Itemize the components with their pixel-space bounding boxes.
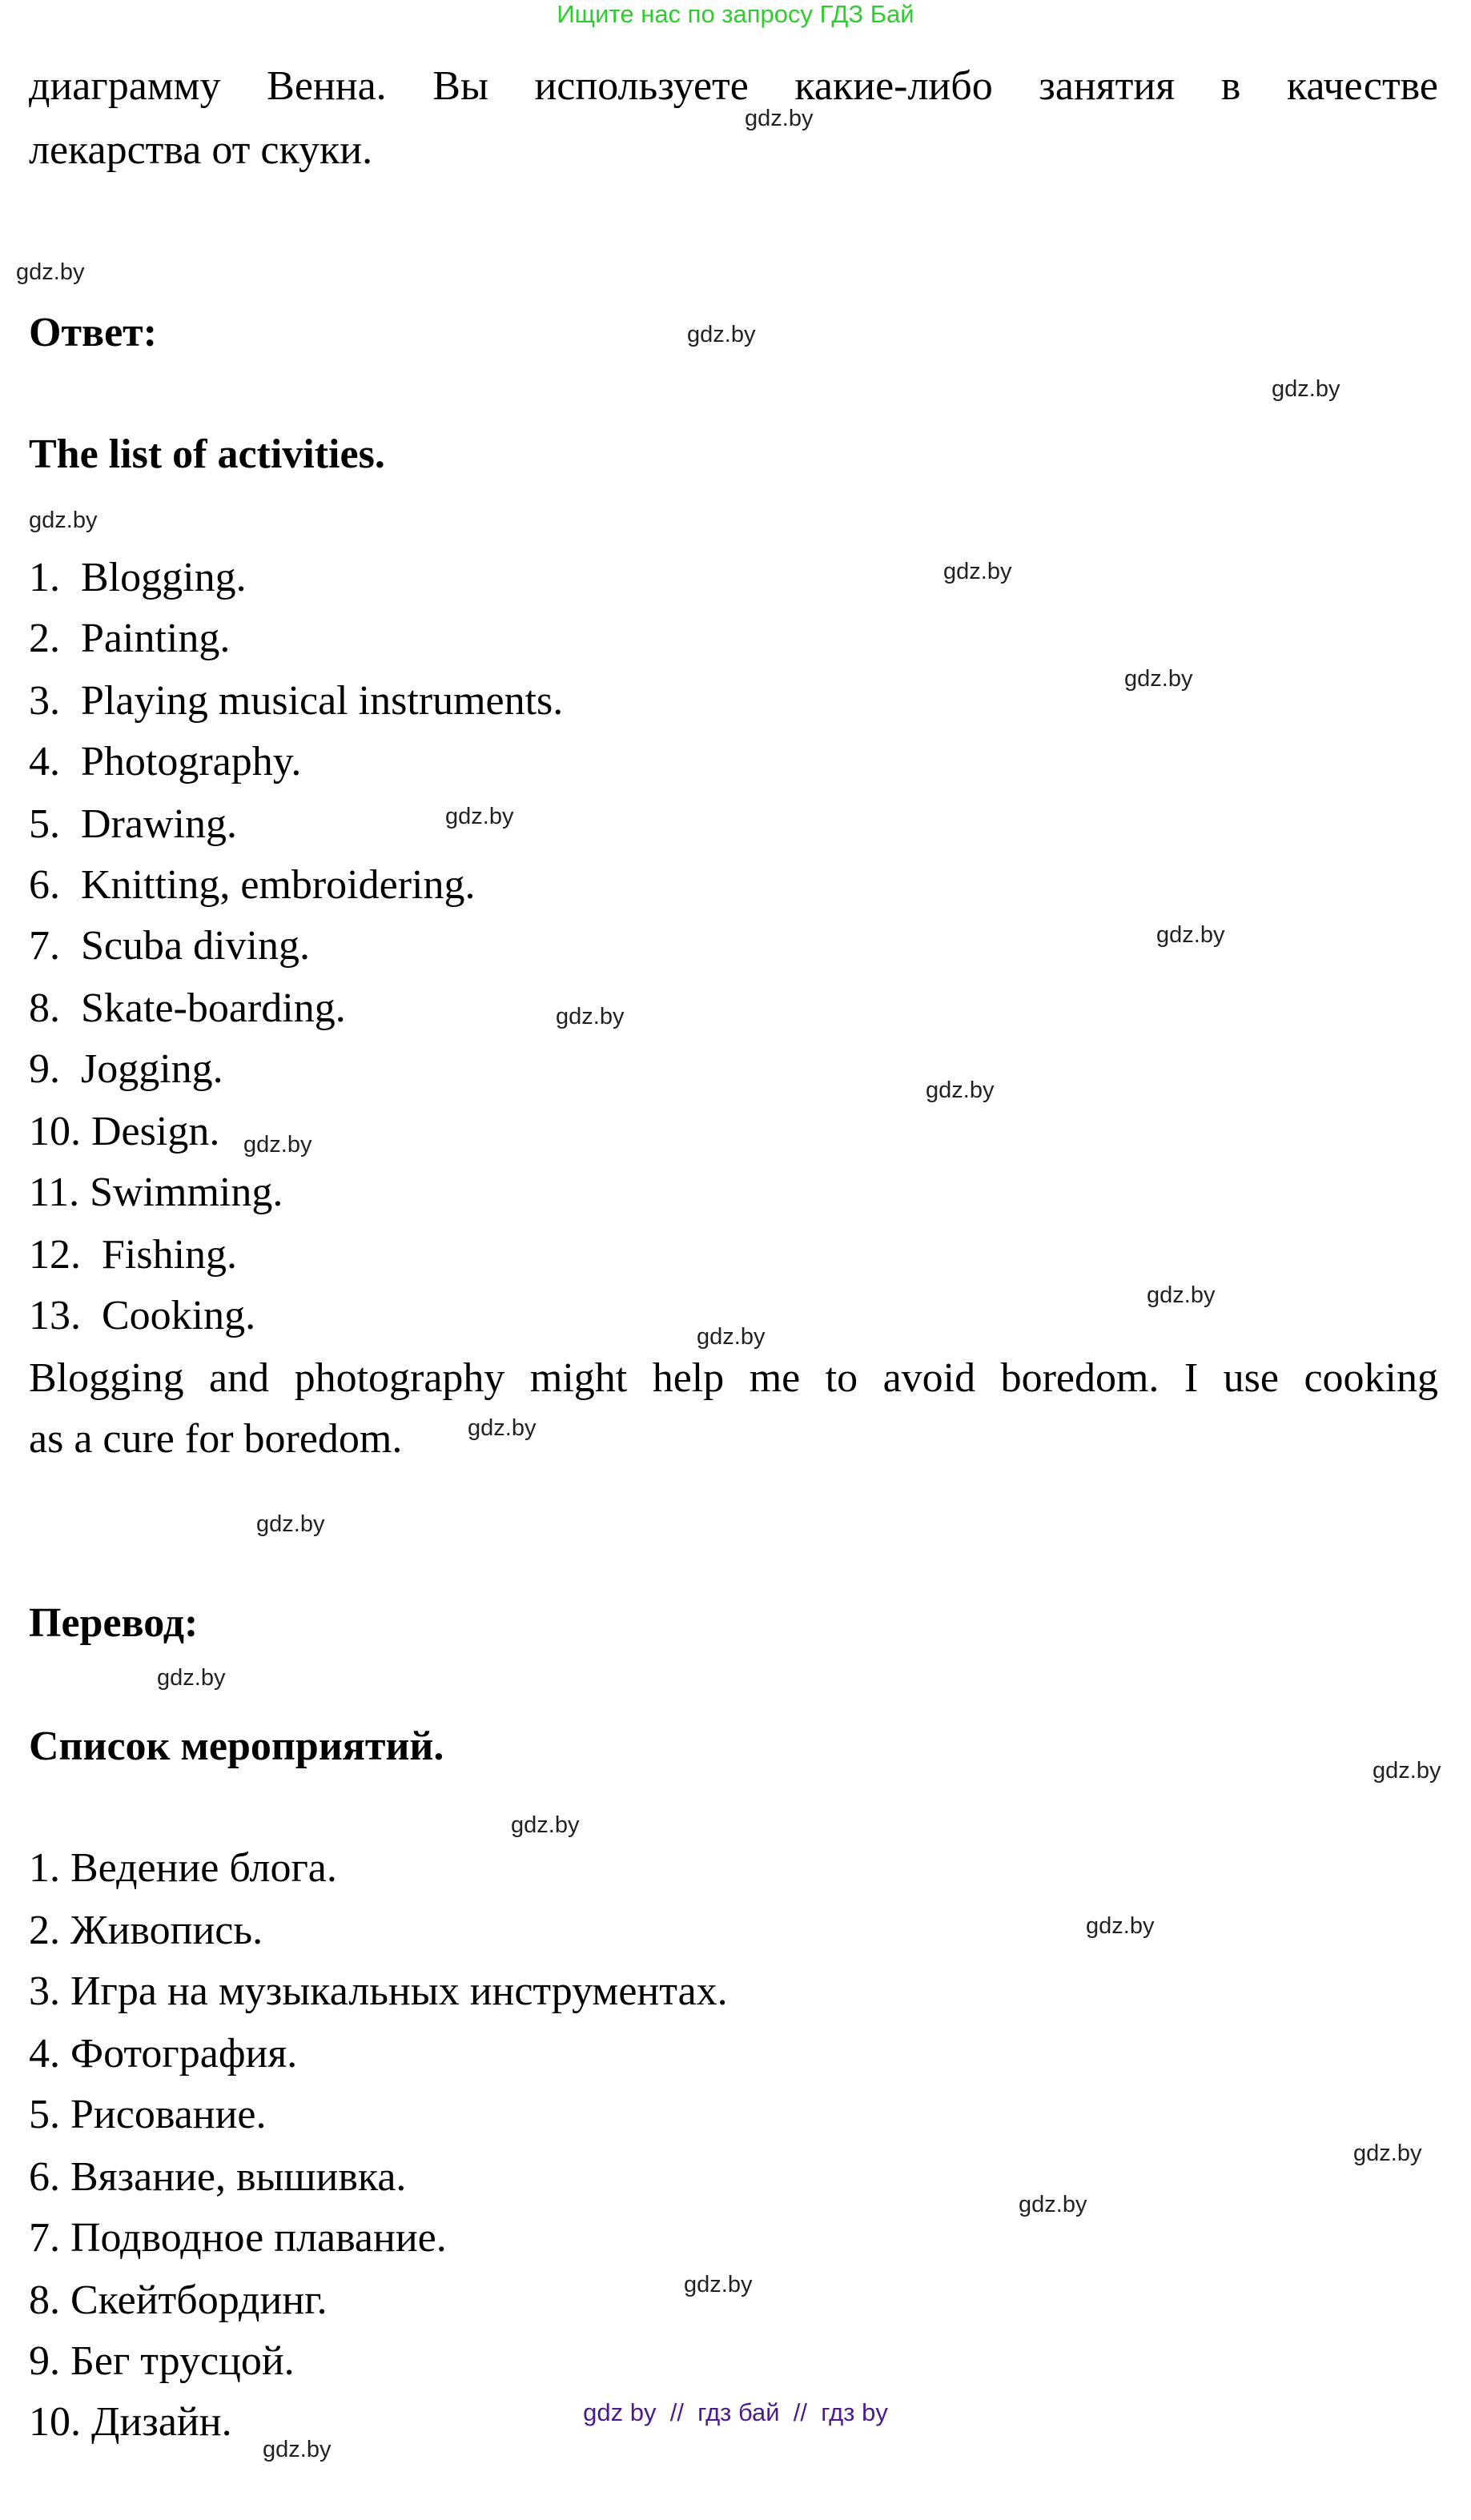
watermark: gdz.by (697, 1324, 766, 1350)
list-item: 11. Swimming. (29, 1170, 283, 1215)
list-item: 8. Skate-boarding. (29, 985, 346, 1031)
watermark: gdz.by (445, 804, 514, 829)
list-item: 4. Photography. (29, 739, 302, 784)
watermark: gdz.by (745, 106, 814, 131)
list-item: 1. Blogging. (29, 555, 247, 600)
list-item: 10. Design. (29, 1109, 220, 1154)
watermark: gdz.by (1156, 922, 1225, 948)
watermark: gdz.by (16, 259, 85, 285)
watermark: gdz.by (556, 1004, 625, 1029)
list-item: 5. Рисование. (29, 2092, 267, 2137)
answer-heading: Ответ: (29, 310, 158, 355)
list-item: 4. Фотография. (29, 2031, 298, 2077)
list-item: 7. Scuba diving. (29, 923, 310, 969)
task-text-line-2: лекарства от скуки. (29, 127, 373, 173)
list-item: 2. Painting. (29, 616, 231, 661)
list-item: 1. Ведение блога. (29, 1845, 337, 1891)
watermark: gdz.by (243, 1132, 312, 1158)
watermark: gdz.by (943, 559, 1012, 584)
list-item: 8. Скейтбординг. (29, 2277, 328, 2323)
conclusion-line-1: Blogging and photography might help me to avoid boredom. I use cooking (29, 1355, 1438, 1401)
list-item: 10. Дизайн. (29, 2399, 232, 2445)
list-item: 2. Живопись. (29, 1908, 263, 1953)
watermark: gdz.by (29, 508, 98, 533)
list-item: 12. Fishing. (29, 1232, 238, 1278)
watermark: gdz.by (1086, 1913, 1155, 1939)
watermark: gdz.by (468, 1415, 537, 1441)
list-item: 5. Drawing. (29, 801, 237, 847)
watermark: gdz.by (263, 2437, 332, 2462)
list-item: 9. Бег трусцой. (29, 2338, 295, 2384)
list-item: 3. Игра на музыкальных инструментах. (29, 1968, 728, 2014)
translation-heading: Перевод: (29, 1600, 199, 1646)
footer-links[interactable]: gdz by // гдз бай // гдз by (583, 2398, 888, 2426)
list-item: 7. Подводное плавание. (29, 2215, 447, 2261)
conclusion-line-2: as a cure for boredom. (29, 1416, 403, 1462)
watermark: gdz.by (926, 1077, 995, 1103)
list-item: 3. Playing musical instruments. (29, 678, 564, 724)
watermark: gdz.by (1373, 1758, 1441, 1784)
list-item: 6. Вязание, вышивка. (29, 2154, 407, 2200)
watermark: gdz.by (1124, 666, 1193, 692)
list-item: 9. Jogging. (29, 1046, 223, 1092)
watermark: gdz.by (1272, 376, 1340, 402)
activities-list-title: The list of activities. (29, 431, 385, 477)
list-item: 6. Knitting, embroidering. (29, 862, 476, 908)
watermark: gdz.by (511, 1812, 580, 1838)
list-item: 13. Cooking. (29, 1293, 256, 1338)
watermark: gdz.by (1147, 1282, 1216, 1308)
watermark: gdz.by (256, 1511, 325, 1537)
watermark: gdz.by (1353, 2141, 1422, 2166)
task-text-line-1: диаграмму Венна. Вы используете какие-либо занятия в качестве (29, 63, 1438, 109)
watermark: gdz.by (157, 1665, 226, 1691)
watermark: gdz.by (1019, 2192, 1087, 2217)
translation-list-title: Список мероприятий. (29, 1723, 444, 1769)
watermark: gdz.by (684, 2272, 753, 2297)
promo-banner[interactable]: Ищите нас по запросу ГДЗ Бай (557, 0, 914, 28)
watermark: gdz.by (687, 322, 756, 347)
